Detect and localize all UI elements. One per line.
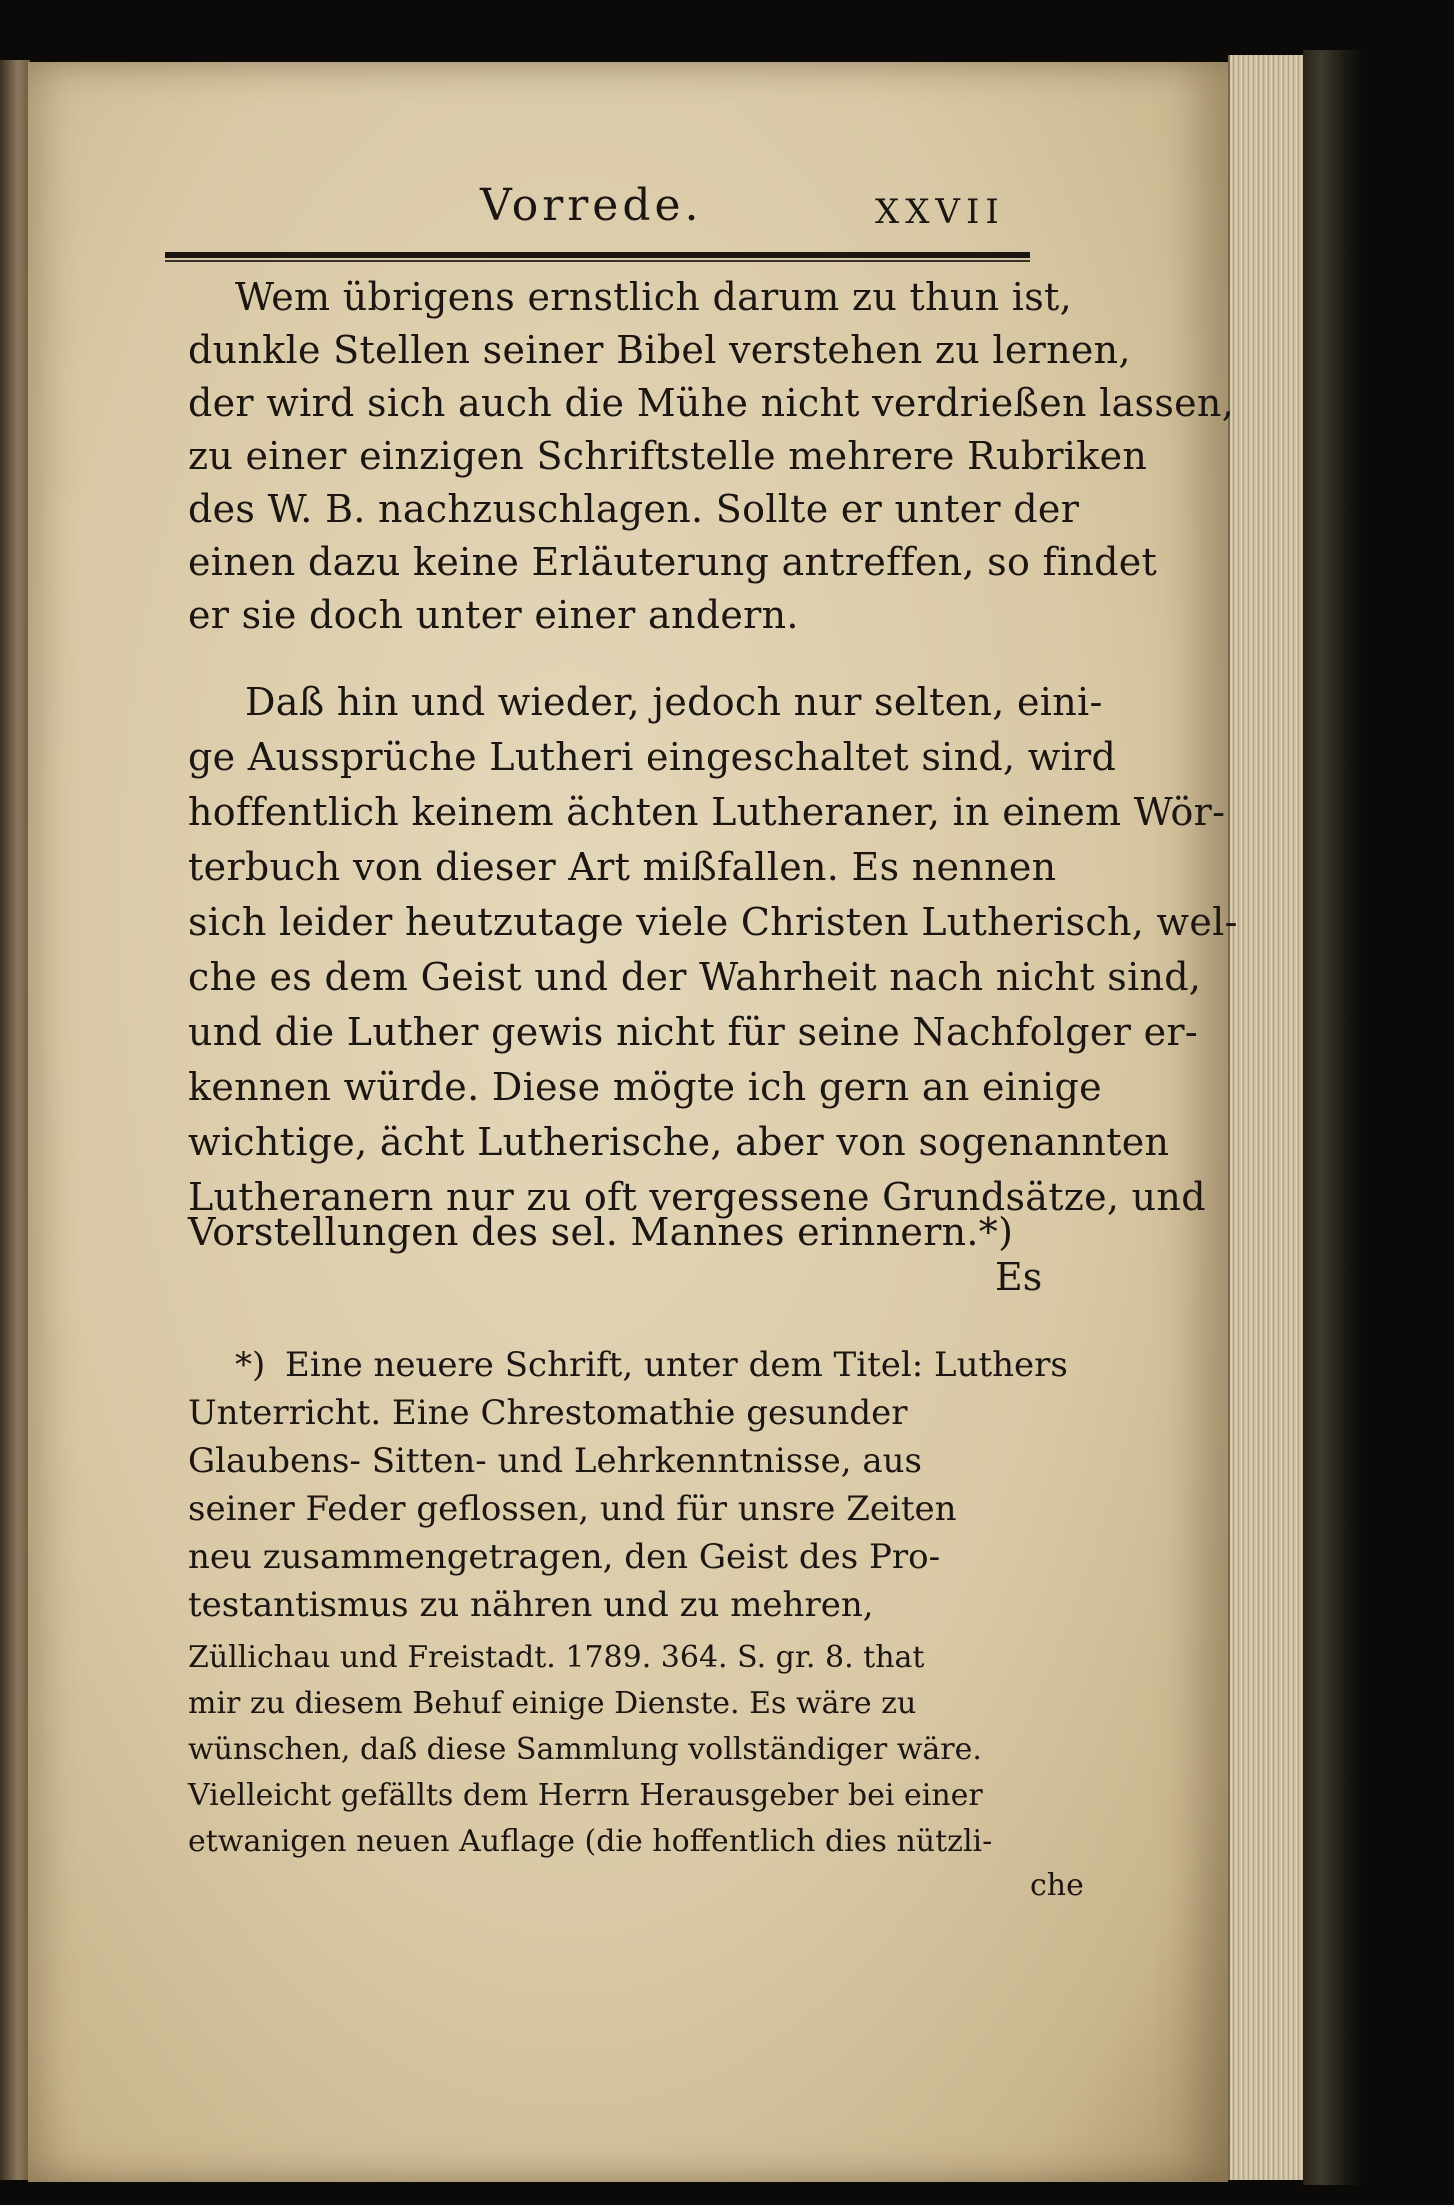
paragraph2-line: Vorstellungen des sel. Mannes erinnern.*) [188, 1210, 1014, 1254]
page-number: XXVII [875, 192, 1005, 232]
paragraph2-line: Daß hin und wieder, jedoch nur selten, eini- [245, 680, 1103, 724]
footnote-line: etwanigen neuen Auflage (die hoffentlich dies nützli- [188, 1824, 993, 1859]
footnote-line: Glaubens- Sitten- und Lehrkenntnisse, aus [188, 1441, 922, 1481]
paragraph2-line: che es dem Geist und der Wahrheit nach nicht sind, [188, 955, 1202, 999]
paragraph2-line: terbuch von dieser Art mißfallen. Es nennen [188, 845, 1057, 889]
page-edges [1228, 55, 1305, 2180]
footnote-line: mir zu diesem Behuf einige Dienste. Es wäre zu [188, 1686, 917, 1721]
running-title: Vorrede. [480, 180, 703, 231]
paragraph2-line: hoffentlich keinem ächten Lutheraner, in einem Wör- [188, 790, 1226, 834]
footnote-line: Eine neuere Schrift, unter dem Titel: Luthers [285, 1345, 1068, 1385]
footnote-line: testantismus zu nähren und zu mehren, [188, 1585, 874, 1625]
paragraph2-line: sich leider heutzutage viele Christen Lutherisch, wel- [188, 900, 1238, 944]
paragraph1-line: dunkle Stellen seiner Bibel verstehen zu lernen, [188, 328, 1131, 372]
header-rule [165, 252, 1030, 258]
facing-page-edge [0, 60, 30, 2180]
catchword: Es [995, 1255, 1043, 1299]
footnote-line: Unterricht. Eine Chrestomathie gesunder [188, 1393, 908, 1433]
paragraph1-line: einen dazu keine Erläuterung antreffen, so findet [188, 540, 1158, 584]
paragraph1-line: zu einer einzigen Schriftstelle mehrere Rubriken [188, 434, 1148, 478]
book-cover [1303, 50, 1363, 2185]
paragraph2-line: Lutheranern nur zu oft vergessene Grundsätze, und [188, 1175, 1206, 1219]
paragraph1-line: des W. B. nachzuschlagen. Sollte er unter der [188, 487, 1080, 531]
footnote-marker: *) [235, 1345, 266, 1385]
paragraph2-line: wichtige, ächt Lutherische, aber von sogenannten [188, 1120, 1170, 1164]
paragraph2-line: und die Luther gewis nicht für seine Nachfolger er- [188, 1010, 1198, 1054]
footnote-line: wünschen, daß diese Sammlung vollständiger wäre. [188, 1732, 982, 1767]
paragraph1-line: Wem übrigens ernstlich darum zu thun ist, [235, 275, 1072, 319]
paragraph2-line: ge Aussprüche Lutheri eingeschaltet sind, wird [188, 735, 1117, 779]
footnote-line: seiner Feder geflossen, und für unsre Zeiten [188, 1489, 957, 1529]
footnote-line: neu zusammengetragen, den Geist des Pro- [188, 1537, 941, 1577]
footnote-line: Vielleicht gefällts dem Herrn Herausgeber bei einer [188, 1778, 983, 1813]
paragraph1-line: er sie doch unter einer andern. [188, 593, 799, 637]
paragraph2-line: kennen würde. Diese mögte ich gern an einige [188, 1065, 1102, 1109]
footnote-catchword: che [1030, 1868, 1084, 1903]
footnote-line: Züllichau und Freistadt. 1789. 364. S. gr. 8. that [188, 1640, 925, 1675]
paragraph1-line: der wird sich auch die Mühe nicht verdrießen lassen, [188, 381, 1235, 425]
header-rule-thin [165, 260, 1030, 262]
